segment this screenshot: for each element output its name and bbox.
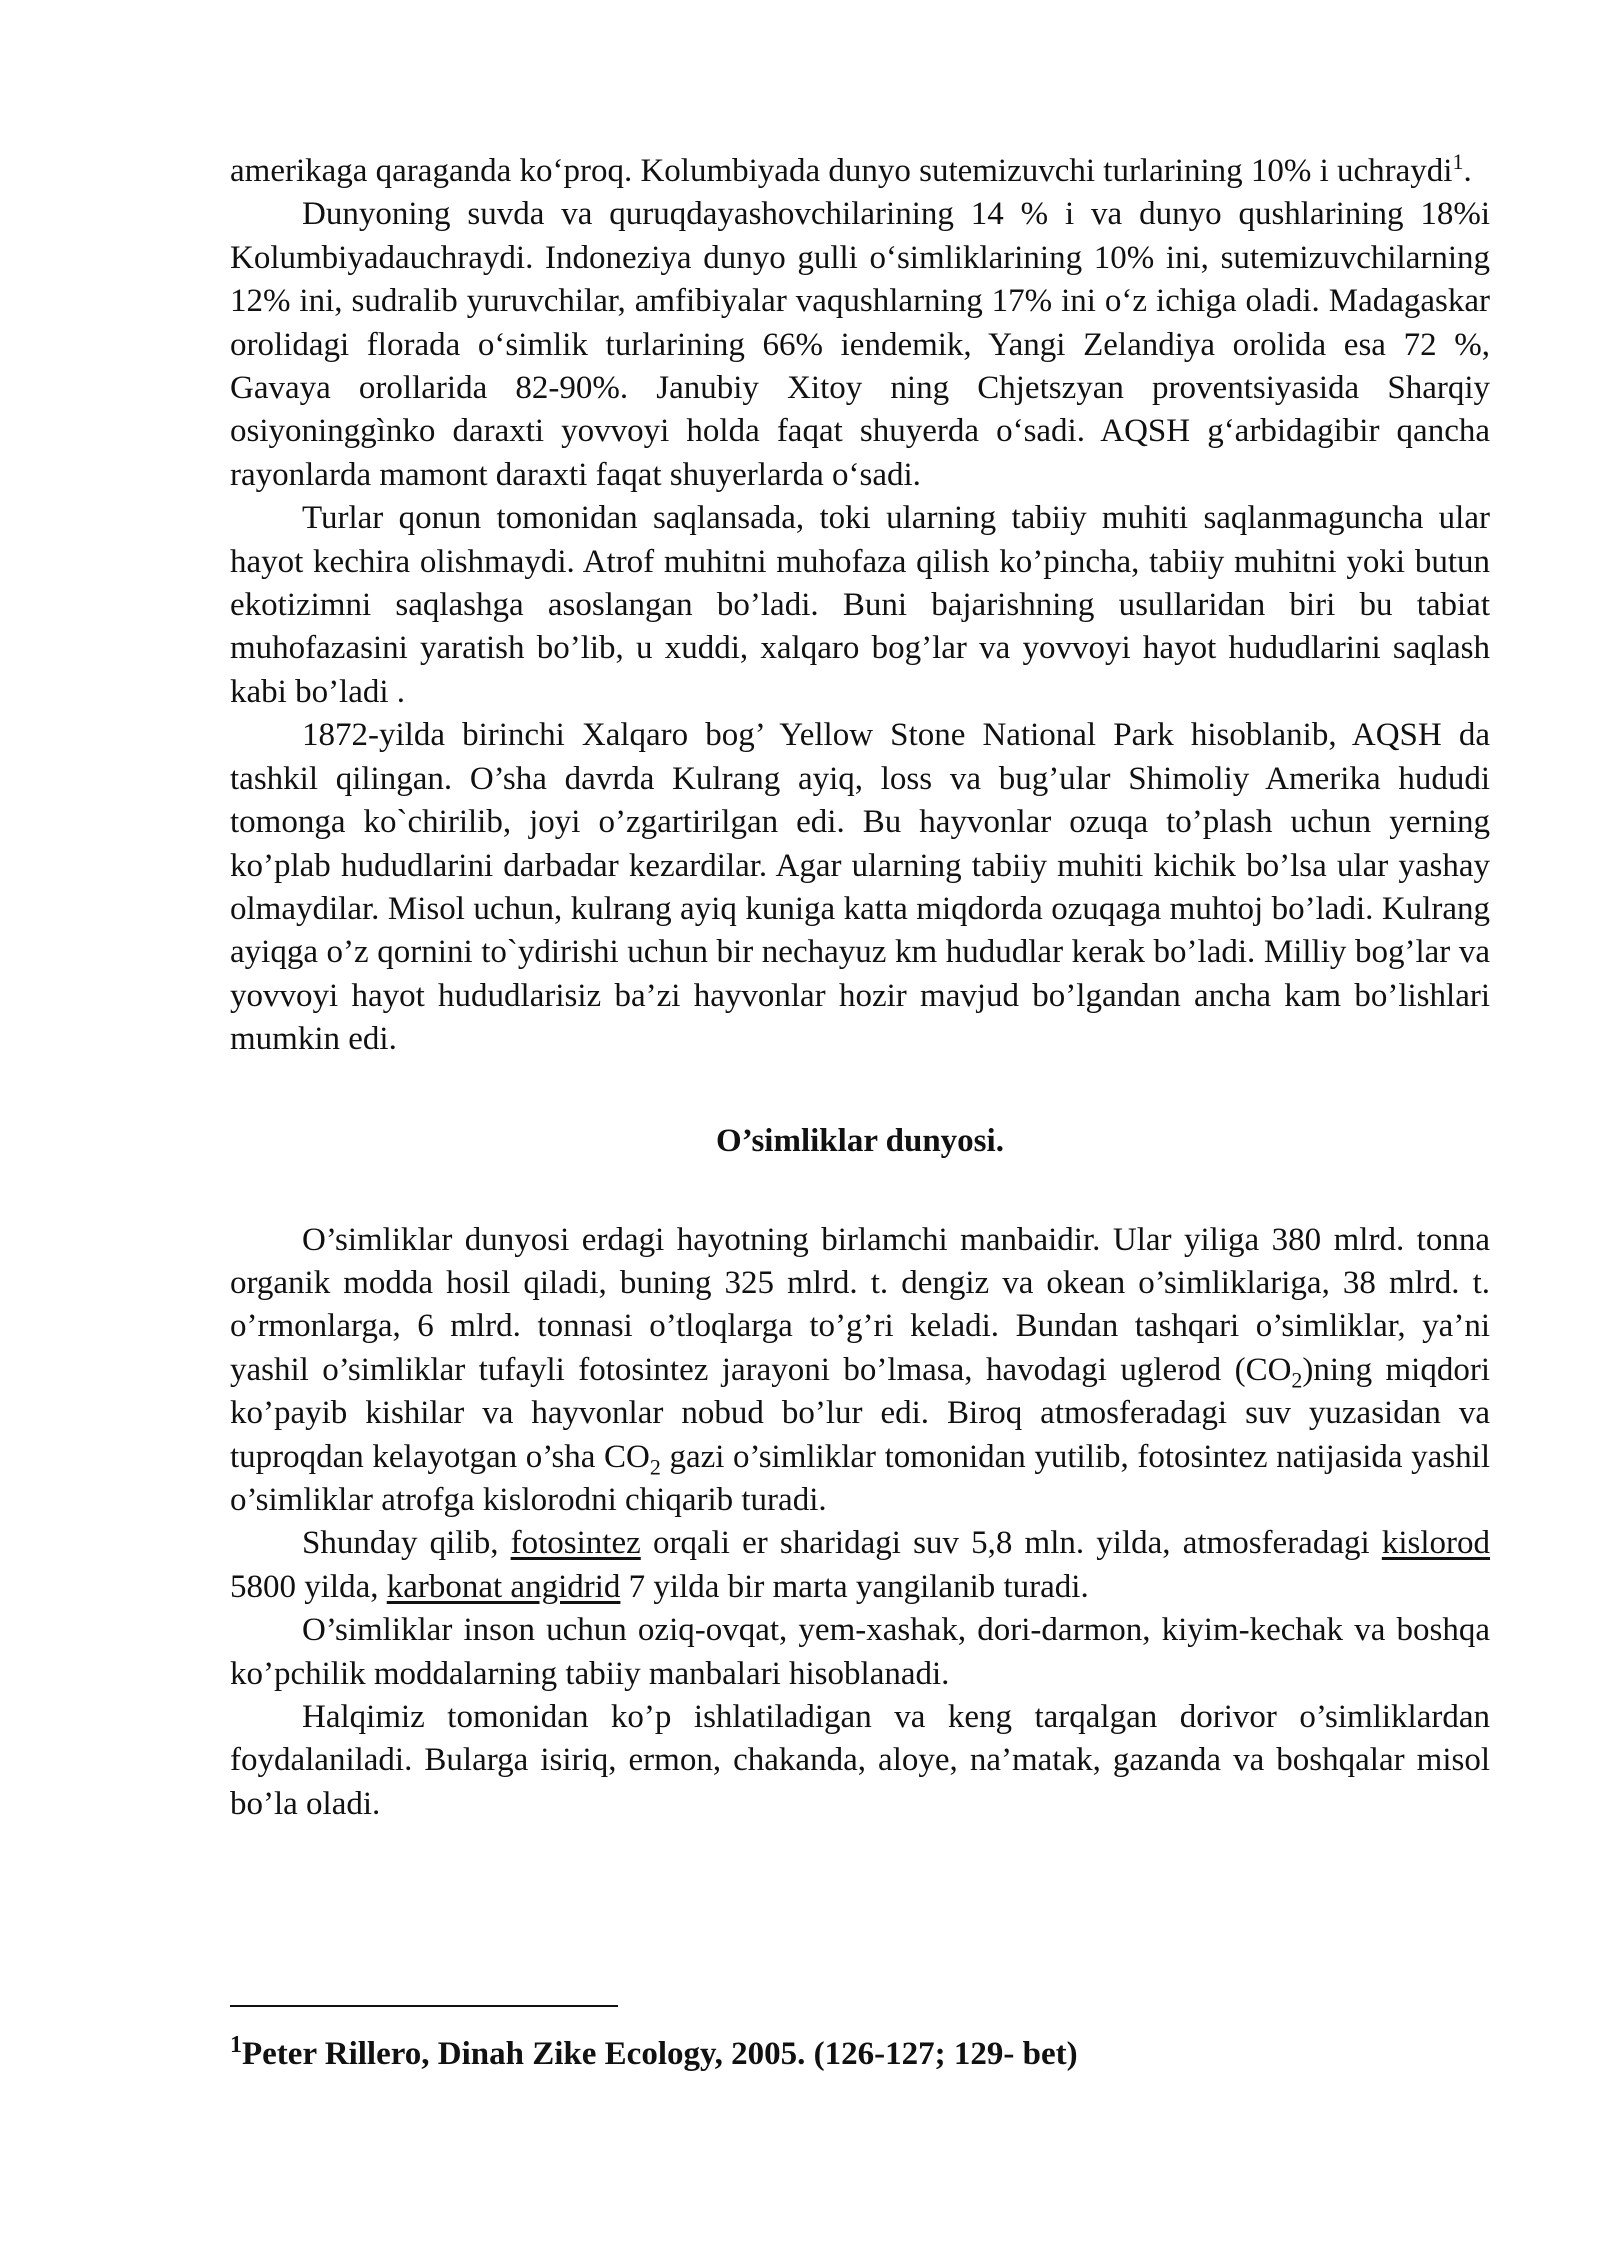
co2-subscript-1: 2 <box>1291 1367 1303 1393</box>
paragraph-6-text-b: orqali er sharidagi suv 5,8 mln. yilda, atmosferadagi <box>640 1525 1382 1562</box>
link-karbonat-angidrid[interactable]: karbonat angidrid <box>386 1568 621 1605</box>
paragraph-5-text-c: gazi o’simliklar tomonidan yutilib, fotosintez natijasida yashil o’simliklar atrofga kislorodni chiqarib turadi. <box>230 1438 1490 1518</box>
footnote <box>230 2034 1078 2074</box>
paragraph-8: Halqimiz tomonidan ko’p ishlatiladigan va keng tarqalgan dorivor o’simliklardan foydalaniladi. Bularga isiriq, ermon, chakanda, aloye, na’matak, gazanda va boshqalar misol bo’la oladi. <box>230 1699 1490 1822</box>
paragraph-3: Turlar qonun tomonidan saqlansada, toki ularning tabiiy muhiti saqlanmaguncha ular hayot kechira olishmaydi. Atrof muhitni muhofaza qilish ko’pincha, tabiiy muhitni yoki butun ekotizimni saqlashga asoslangan bo’ladi. Buni bajarishning usullaridan biri bu tabiat muhofazasini yaratish bo’lib, u xuddi, xalqaro bog’lar va yovvoyi hayot hududlarini saqlash kabi bo’ladi . <box>230 500 1490 710</box>
paragraph-2: Dunyoning suvda va quruqdayashovchilarining 14 % i va dunyo qushlarining 18%i Kolumbiyadauchraydi. Indoneziya dunyo gulli o‘simliklarining 10% ini, sutemizuvchilarning 12% ini, sudralib yuruvchilar, amfibiyalar vaqushlarning 17% ini o‘z ichiga oladi. Madagaskar orolidagi florada o‘simlik turlarining 66% iendemik, Yangi Zelandiya orolida esa 72 %, Gavaya orollarida 82-90%. Janubiy Xitoy ning Chjetszyan proventsiyasida Sharqiy osiyoninggìnko daraxti yovvoyi holda faqat shuyerda o‘sadi. AQSH g‘arbidagibir qancha rayonlarda mamont daraxti faqat shuyerlarda o‘sadi. <box>230 196 1490 493</box>
footnote-marker: 1 <box>230 2032 242 2058</box>
paragraph-6 <box>230 1522 1490 1609</box>
link-fotosintez[interactable]: fotosintez <box>510 1525 641 1562</box>
paragraph-6-text-c: 5800 yilda, <box>230 1568 387 1605</box>
link-kislorod[interactable]: kislorod <box>1381 1525 1490 1562</box>
paragraph-5-text-a: O’simliklar dunyosi erdagi hayotning birlamchi manbaidir. Ular yiliga 380 mlrd. tonna organik modda hosil qiladi, buning 325 mlrd. t. dengiz va okean o’simliklariga, 38 mlrd. t. o’rmonlarga, 6 mlrd. tonnasi o’tloqlarga to’g’ri keladi. Bundan tashqari o’simliklar, ya’ni yashil o’simliklar tufayli fotosintez jarayoni bo’lmasa, havodagi uglerod (CO <box>230 1221 1490 1388</box>
paragraph-5 <box>230 1219 1490 1523</box>
document-body <box>230 150 1490 1826</box>
paragraph-7: O’simliklar inson uchun oziq-ovqat, yem-xashak, dori-darmon, kiyim-kechak va boshqa ko’pchilik moddalarning tabiiy manbalari hisoblanadi. <box>230 1612 1490 1692</box>
section-heading: O’simliklar dunyosi. <box>716 1122 1004 1159</box>
footnote-text: Peter Rillero, Dinah Zike Ecology, 2005. (126-127; 129- bet) <box>242 2036 1078 2072</box>
paragraph-6-text-d: 7 yilda bir marta yangilanib turadi. <box>620 1568 1089 1605</box>
footnote-reference[interactable]: 1 <box>1452 149 1464 174</box>
footnote-separator <box>230 2005 618 2007</box>
paragraph-6-text-a: Shunday qilib, <box>302 1525 511 1562</box>
paragraph-1-end: . <box>1463 153 1472 189</box>
paragraph-5-text-b: )ning miqdori ko’payib kishilar va hayvonlar nobud bo’lur edi. Biroq atmosferadagi suv yuzasidan va tuproqdan kelayotgan o’sha CO <box>230 1351 1490 1475</box>
co2-subscript-2: 2 <box>649 1454 661 1480</box>
paragraph-1-text: amerikaga qaraganda ko‘proq. Kolumbiyada dunyo sutemizuvchi turlarining 10% i uchraydi <box>230 153 1453 189</box>
paragraph-4: 1872-yilda birinchi Xalqaro bog’ Yellow Stone National Park hisoblanib, AQSH da tashkil qilingan. O’sha davrda Kulrang ayiq, loss va bug’ular Shimoliy Amerika hududi tomonga ko`chirilib, joyi o’zgartirilgan edi. Bu hayvonlar ozuqa to’plash uchun yerning ko’plab hududlarini darbadar kezardilar. Agar ularning tabiiy muhiti kichik bo’lsa ular yashay olmaydilar. Misol uchun, kulrang ayiq kuniga katta miqdorda ozuqaga muhtoj bo’ladi. Kulrang ayiqga o’z qornini to`ydirishi uchun bir nechayuz km hududlar kerak bo’ladi. Milliy bog’lar va yovvoyi hayot hududlarisiz ba’zi hayvonlar hozir mavjud bo’lgandan ancha kam bo’lishlari mumkin edi. <box>230 717 1490 1058</box>
paragraph-1 <box>230 150 1490 193</box>
